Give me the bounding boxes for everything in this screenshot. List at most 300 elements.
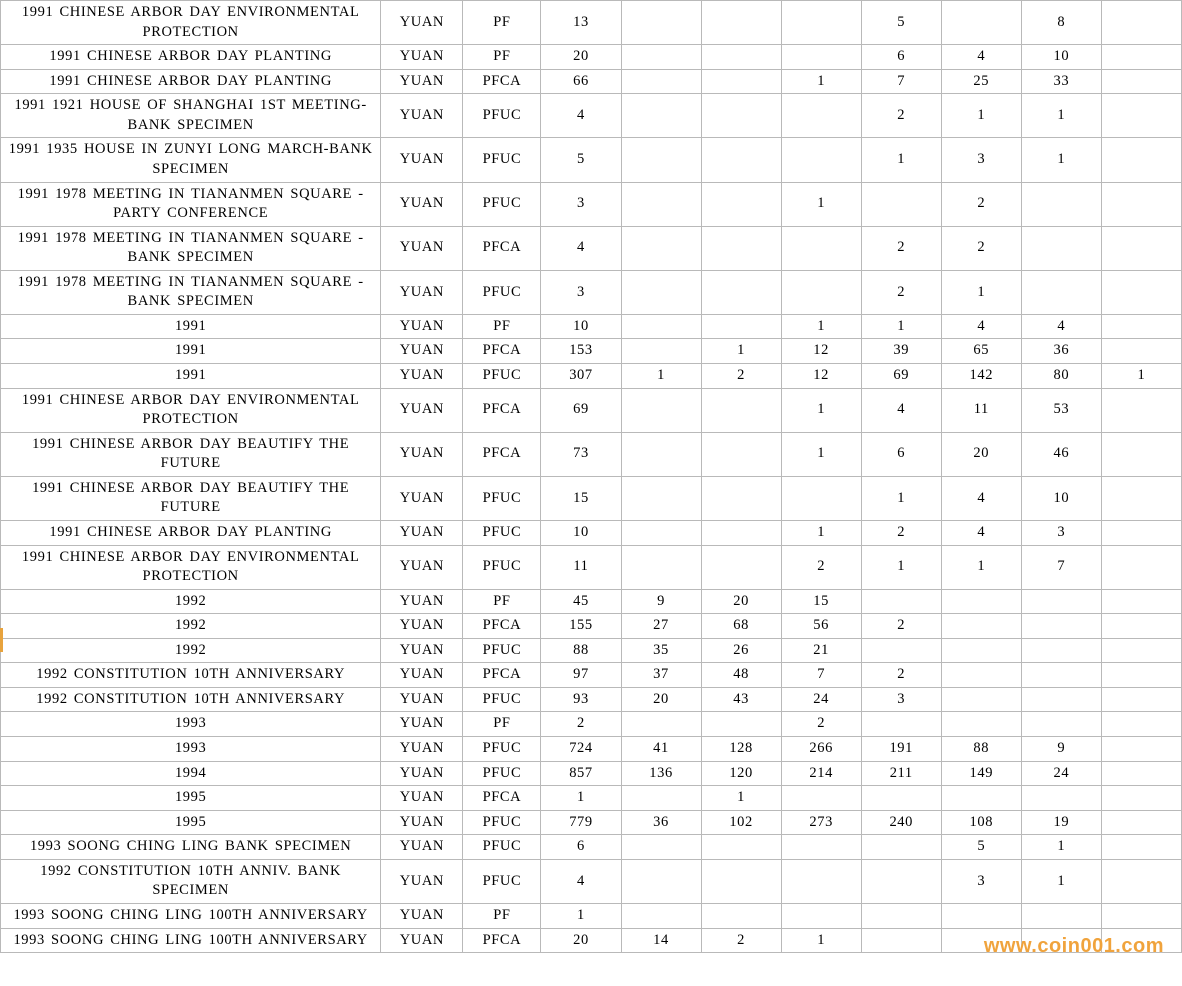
cell-g3: 1 [781, 520, 861, 545]
cell-total: 10 [541, 520, 621, 545]
cell-g2 [701, 138, 781, 182]
cell-name: 1992 CONSTITUTION 10TH ANNIV. BANK SPECIMEN [1, 859, 381, 903]
table-row [1, 761, 1182, 786]
cell-unit: YUAN [381, 1, 463, 45]
cell-total: 97 [541, 663, 621, 688]
cell-unit: YUAN [381, 520, 463, 545]
table-row [1, 314, 1182, 339]
cell-g3: 266 [781, 737, 861, 762]
cell-g7 [1101, 928, 1181, 953]
cell-grade: PFCA [463, 663, 541, 688]
cell-g1 [621, 903, 701, 928]
cell-total: 5 [541, 138, 621, 182]
cell-g5 [941, 638, 1021, 663]
cell-total: 779 [541, 810, 621, 835]
cell-unit: YUAN [381, 545, 463, 589]
cell-grade: PFUC [463, 476, 541, 520]
cell-g3: 2 [781, 712, 861, 737]
cell-total: 4 [541, 94, 621, 138]
cell-g4 [861, 712, 941, 737]
cell-g6 [1021, 226, 1101, 270]
cell-g4: 2 [861, 226, 941, 270]
cell-total: 1 [541, 903, 621, 928]
table-row [1, 835, 1182, 860]
cell-g7 [1101, 520, 1181, 545]
site-watermark: www.coin001.com [983, 935, 1164, 957]
cell-g6 [1021, 903, 1101, 928]
cell-g2 [701, 859, 781, 903]
cell-g6: 24 [1021, 761, 1101, 786]
cell-g3 [781, 270, 861, 314]
cell-g1: 35 [621, 638, 701, 663]
table-row [1, 94, 1182, 138]
cell-unit: YUAN [381, 786, 463, 811]
cell-g2 [701, 314, 781, 339]
table-row [1, 589, 1182, 614]
cell-g3 [781, 1, 861, 45]
cell-grade: PFUC [463, 520, 541, 545]
cell-grade: PFCA [463, 388, 541, 432]
cell-g1 [621, 94, 701, 138]
cell-unit: YUAN [381, 94, 463, 138]
cell-g6: 10 [1021, 45, 1101, 70]
cell-grade: PFCA [463, 339, 541, 364]
cell-name: 1991 1978 MEETING IN TIANANMEN SQUARE - PARTY CONFERENCE [1, 182, 381, 226]
cell-unit: YUAN [381, 737, 463, 762]
cell-g4: 69 [861, 364, 941, 389]
cell-name: 1991 CHINESE ARBOR DAY BEAUTIFY THE FUTURE [1, 432, 381, 476]
cell-g1 [621, 1, 701, 45]
cell-name: 1991 CHINESE ARBOR DAY BEAUTIFY THE FUTURE [1, 476, 381, 520]
cell-name: 1991 1978 MEETING IN TIANANMEN SQUARE - BANK SPECIMEN [1, 226, 381, 270]
cell-g4: 211 [861, 761, 941, 786]
cell-g4: 39 [861, 339, 941, 364]
table-row [1, 614, 1182, 639]
cell-name: 1991 1935 HOUSE IN ZUNYI LONG MARCH-BANK SPECIMEN [1, 138, 381, 182]
table-row [1, 182, 1182, 226]
table-row [1, 903, 1182, 928]
cell-unit: YUAN [381, 226, 463, 270]
cell-grade: PFCA [463, 614, 541, 639]
cell-g6 [1021, 928, 1101, 953]
cell-g3 [781, 903, 861, 928]
cell-g3: 7 [781, 663, 861, 688]
table-row [1, 69, 1182, 94]
cell-g1 [621, 314, 701, 339]
cell-g4 [861, 835, 941, 860]
cell-g4: 7 [861, 69, 941, 94]
cell-name: 1991 CHINESE ARBOR DAY PLANTING [1, 45, 381, 70]
cell-g2 [701, 520, 781, 545]
cell-total: 69 [541, 388, 621, 432]
cell-g7 [1101, 94, 1181, 138]
cell-g1 [621, 476, 701, 520]
cell-g5 [941, 928, 1021, 953]
cell-g6 [1021, 589, 1101, 614]
cell-g7 [1101, 737, 1181, 762]
cell-g1: 14 [621, 928, 701, 953]
cell-name: 1991 1978 MEETING IN TIANANMEN SQUARE - BANK SPECIMEN [1, 270, 381, 314]
cell-g5: 4 [941, 520, 1021, 545]
cell-g2: 128 [701, 737, 781, 762]
cell-grade: PF [463, 1, 541, 45]
cell-grade: PFUC [463, 270, 541, 314]
cell-g6: 1 [1021, 835, 1101, 860]
cell-g4: 1 [861, 545, 941, 589]
cell-g7 [1101, 270, 1181, 314]
cell-g6: 80 [1021, 364, 1101, 389]
cell-g2: 120 [701, 761, 781, 786]
cell-name: 1993 SOONG CHING LING BANK SPECIMEN [1, 835, 381, 860]
cell-name: 1991 [1, 314, 381, 339]
cell-g2: 102 [701, 810, 781, 835]
table-row [1, 226, 1182, 270]
cell-g5: 4 [941, 45, 1021, 70]
cell-g2 [701, 903, 781, 928]
cell-name: 1991 CHINESE ARBOR DAY ENVIRONMENTAL PROTECTION [1, 1, 381, 45]
cell-g5: 88 [941, 737, 1021, 762]
cell-g7 [1101, 786, 1181, 811]
cell-g4: 191 [861, 737, 941, 762]
cell-g3: 2 [781, 545, 861, 589]
cell-g6 [1021, 638, 1101, 663]
cell-name: 1991 CHINESE ARBOR DAY ENVIRONMENTAL PROTECTION [1, 545, 381, 589]
cell-total: 1 [541, 786, 621, 811]
cell-grade: PFUC [463, 364, 541, 389]
cell-unit: YUAN [381, 663, 463, 688]
cell-total: 153 [541, 339, 621, 364]
cell-g1: 27 [621, 614, 701, 639]
cell-g6: 10 [1021, 476, 1101, 520]
table-row [1, 138, 1182, 182]
cell-g5: 20 [941, 432, 1021, 476]
cell-g6: 1 [1021, 94, 1101, 138]
cell-g2 [701, 182, 781, 226]
cell-g2: 20 [701, 589, 781, 614]
cell-grade: PF [463, 589, 541, 614]
cell-g1 [621, 226, 701, 270]
cell-g3 [781, 226, 861, 270]
cell-total: 13 [541, 1, 621, 45]
cell-unit: YUAN [381, 638, 463, 663]
cell-name: 1995 [1, 810, 381, 835]
cell-g6 [1021, 663, 1101, 688]
cell-g3: 12 [781, 364, 861, 389]
cell-g7 [1101, 138, 1181, 182]
cell-g7 [1101, 45, 1181, 70]
cell-g4: 4 [861, 388, 941, 432]
table-row [1, 1, 1182, 45]
cell-g6 [1021, 182, 1101, 226]
cell-g2: 26 [701, 638, 781, 663]
cell-grade: PFUC [463, 638, 541, 663]
cell-g7 [1101, 859, 1181, 903]
cell-g6 [1021, 614, 1101, 639]
table-row [1, 432, 1182, 476]
cell-g3: 1 [781, 69, 861, 94]
cell-g6: 7 [1021, 545, 1101, 589]
cell-g7 [1101, 226, 1181, 270]
cell-g6: 8 [1021, 1, 1101, 45]
cell-g2 [701, 45, 781, 70]
cell-g4: 6 [861, 432, 941, 476]
cell-unit: YUAN [381, 388, 463, 432]
cell-unit: YUAN [381, 339, 463, 364]
table-row [1, 339, 1182, 364]
cell-g3: 56 [781, 614, 861, 639]
cell-g2 [701, 476, 781, 520]
cell-g4: 2 [861, 520, 941, 545]
cell-g2 [701, 432, 781, 476]
cell-grade: PFUC [463, 835, 541, 860]
cell-grade: PFCA [463, 928, 541, 953]
cell-g2 [701, 270, 781, 314]
cell-g4: 240 [861, 810, 941, 835]
cell-g7 [1101, 1, 1181, 45]
cell-name: 1993 SOONG CHING LING 100TH ANNIVERSARY [1, 928, 381, 953]
cell-g2: 1 [701, 339, 781, 364]
cell-g4: 3 [861, 687, 941, 712]
cell-g3: 1 [781, 314, 861, 339]
cell-g7 [1101, 903, 1181, 928]
cell-g5: 108 [941, 810, 1021, 835]
cell-total: 88 [541, 638, 621, 663]
cell-unit: YUAN [381, 903, 463, 928]
cell-g1: 20 [621, 687, 701, 712]
cell-g5: 11 [941, 388, 1021, 432]
table-row [1, 364, 1182, 389]
cell-g5: 2 [941, 182, 1021, 226]
cell-total: 11 [541, 545, 621, 589]
cell-g1 [621, 545, 701, 589]
cell-g3: 24 [781, 687, 861, 712]
cell-g3: 1 [781, 432, 861, 476]
cell-g1: 37 [621, 663, 701, 688]
cell-g6: 1 [1021, 138, 1101, 182]
cell-g3 [781, 859, 861, 903]
cell-grade: PF [463, 45, 541, 70]
cell-g2: 1 [701, 786, 781, 811]
cell-g5 [941, 589, 1021, 614]
cell-g1: 136 [621, 761, 701, 786]
cell-unit: YUAN [381, 138, 463, 182]
table-row [1, 859, 1182, 903]
cell-g3: 1 [781, 182, 861, 226]
table-row [1, 786, 1182, 811]
cell-name: 1993 SOONG CHING LING 100TH ANNIVERSARY [1, 903, 381, 928]
cell-g6: 1 [1021, 859, 1101, 903]
cell-g3: 21 [781, 638, 861, 663]
cell-name: 1992 [1, 589, 381, 614]
cell-g4 [861, 928, 941, 953]
cell-unit: YUAN [381, 476, 463, 520]
cell-g1 [621, 835, 701, 860]
cell-grade: PFUC [463, 687, 541, 712]
cell-g7 [1101, 314, 1181, 339]
cell-grade: PFCA [463, 69, 541, 94]
cell-g2: 43 [701, 687, 781, 712]
cell-g5: 1 [941, 545, 1021, 589]
cell-g5: 65 [941, 339, 1021, 364]
table-row [1, 388, 1182, 432]
cell-g4: 2 [861, 270, 941, 314]
cell-unit: YUAN [381, 45, 463, 70]
cell-g3 [781, 786, 861, 811]
cell-g7 [1101, 712, 1181, 737]
cell-g6 [1021, 270, 1101, 314]
cell-name: 1992 CONSTITUTION 10TH ANNIVERSARY [1, 687, 381, 712]
cell-g7 [1101, 761, 1181, 786]
cell-g7 [1101, 339, 1181, 364]
cell-g1 [621, 712, 701, 737]
cell-g5: 25 [941, 69, 1021, 94]
cell-g1: 36 [621, 810, 701, 835]
cell-g1 [621, 45, 701, 70]
cell-total: 20 [541, 928, 621, 953]
cell-g3 [781, 94, 861, 138]
table-row [1, 45, 1182, 70]
cell-name: 1991 CHINESE ARBOR DAY PLANTING [1, 69, 381, 94]
cell-g2 [701, 69, 781, 94]
cell-g5: 4 [941, 476, 1021, 520]
cell-total: 857 [541, 761, 621, 786]
cell-g7 [1101, 687, 1181, 712]
table-row [1, 712, 1182, 737]
cell-grade: PFUC [463, 94, 541, 138]
cell-g2 [701, 712, 781, 737]
cell-g3: 1 [781, 388, 861, 432]
cell-g5: 3 [941, 859, 1021, 903]
cell-g4: 1 [861, 138, 941, 182]
cell-g3 [781, 476, 861, 520]
cell-g3: 214 [781, 761, 861, 786]
table-row [1, 810, 1182, 835]
cell-grade: PF [463, 712, 541, 737]
cell-g1 [621, 69, 701, 94]
cell-unit: YUAN [381, 589, 463, 614]
cell-g5: 3 [941, 138, 1021, 182]
cell-g7 [1101, 810, 1181, 835]
cell-name: 1991 CHINESE ARBOR DAY PLANTING [1, 520, 381, 545]
cell-unit: YUAN [381, 614, 463, 639]
cell-g3: 15 [781, 589, 861, 614]
cell-g6 [1021, 687, 1101, 712]
cell-grade: PFUC [463, 138, 541, 182]
cell-g3 [781, 138, 861, 182]
cell-g7 [1101, 545, 1181, 589]
cell-g6: 46 [1021, 432, 1101, 476]
cell-unit: YUAN [381, 712, 463, 737]
cell-g7: 1 [1101, 364, 1181, 389]
cell-total: 155 [541, 614, 621, 639]
cell-g5: 2 [941, 226, 1021, 270]
cell-total: 15 [541, 476, 621, 520]
cell-grade: PFUC [463, 737, 541, 762]
cell-grade: PFUC [463, 182, 541, 226]
cell-name: 1991 [1, 364, 381, 389]
cell-name: 1993 [1, 712, 381, 737]
cell-unit: YUAN [381, 364, 463, 389]
cell-g6: 33 [1021, 69, 1101, 94]
cell-g4 [861, 589, 941, 614]
table-row [1, 638, 1182, 663]
row-edge-marker [0, 628, 3, 652]
cell-name: 1994 [1, 761, 381, 786]
cell-total: 3 [541, 270, 621, 314]
cell-g3: 12 [781, 339, 861, 364]
cell-g6: 9 [1021, 737, 1101, 762]
cell-g7 [1101, 432, 1181, 476]
cell-g5: 1 [941, 94, 1021, 138]
cell-g1 [621, 270, 701, 314]
cell-g6: 4 [1021, 314, 1101, 339]
cell-g4: 1 [861, 314, 941, 339]
cell-grade: PFCA [463, 432, 541, 476]
cell-grade: PFCA [463, 786, 541, 811]
cell-name: 1991 [1, 339, 381, 364]
cell-g2 [701, 835, 781, 860]
cell-g1 [621, 786, 701, 811]
table-row [1, 545, 1182, 589]
cell-unit: YUAN [381, 859, 463, 903]
table-row [1, 737, 1182, 762]
cell-g5: 5 [941, 835, 1021, 860]
cell-name: 1992 CONSTITUTION 10TH ANNIVERSARY [1, 663, 381, 688]
cell-total: 45 [541, 589, 621, 614]
cell-total: 10 [541, 314, 621, 339]
cell-name: 1992 [1, 614, 381, 639]
cell-name: 1992 [1, 638, 381, 663]
cell-name: 1993 [1, 737, 381, 762]
cell-unit: YUAN [381, 761, 463, 786]
table-row [1, 928, 1182, 953]
cell-total: 3 [541, 182, 621, 226]
cell-g3 [781, 835, 861, 860]
cell-g5 [941, 712, 1021, 737]
cell-g1: 41 [621, 737, 701, 762]
cell-g1: 1 [621, 364, 701, 389]
cell-grade: PFUC [463, 545, 541, 589]
cell-g2 [701, 94, 781, 138]
cell-g6 [1021, 786, 1101, 811]
cell-name: 1991 1921 HOUSE OF SHANGHAI 1ST MEETING-BANK SPECIMEN [1, 94, 381, 138]
cell-grade: PFUC [463, 761, 541, 786]
cell-g6: 19 [1021, 810, 1101, 835]
cell-total: 73 [541, 432, 621, 476]
cell-g1 [621, 182, 701, 226]
cell-g4: 1 [861, 476, 941, 520]
cell-unit: YUAN [381, 69, 463, 94]
cell-unit: YUAN [381, 314, 463, 339]
cell-g4: 6 [861, 45, 941, 70]
cell-g4: 2 [861, 614, 941, 639]
cell-total: 66 [541, 69, 621, 94]
cell-name: 1991 CHINESE ARBOR DAY ENVIRONMENTAL PROTECTION [1, 388, 381, 432]
cell-g3: 1 [781, 928, 861, 953]
table-body [1, 1, 1182, 953]
cell-g7 [1101, 589, 1181, 614]
cell-g5 [941, 786, 1021, 811]
cell-g5 [941, 663, 1021, 688]
cell-g4: 2 [861, 663, 941, 688]
cell-g4 [861, 182, 941, 226]
cell-g5 [941, 614, 1021, 639]
cell-g1 [621, 388, 701, 432]
cell-g2: 48 [701, 663, 781, 688]
cell-g6: 53 [1021, 388, 1101, 432]
cell-total: 724 [541, 737, 621, 762]
cell-g2: 68 [701, 614, 781, 639]
